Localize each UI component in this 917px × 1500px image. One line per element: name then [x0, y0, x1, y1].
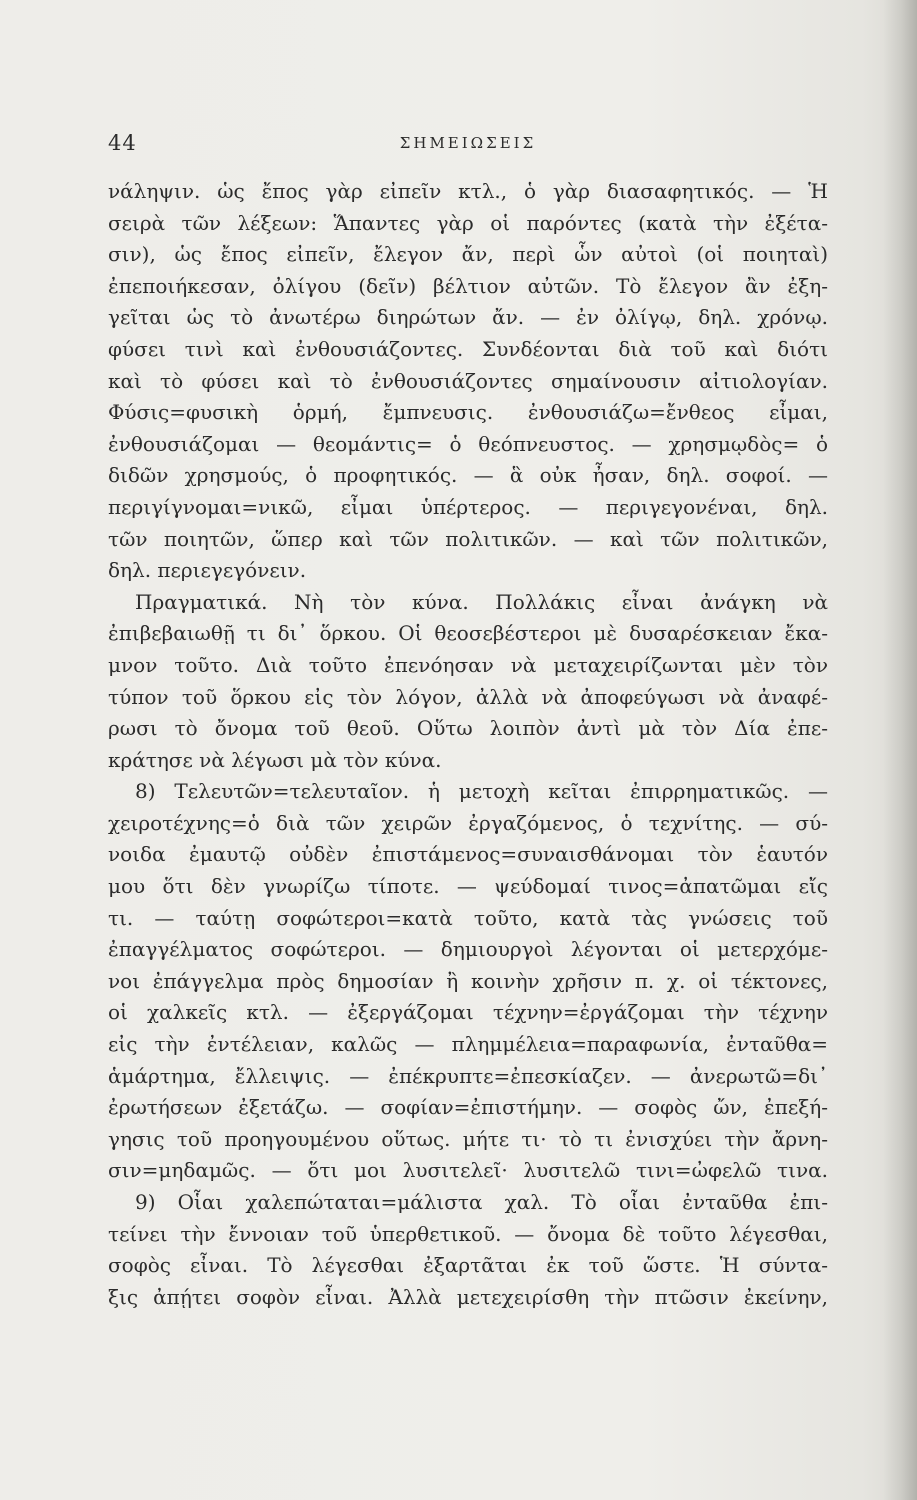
text-line: νοι ἐπάγγελμα πρὸς δημοσίαν ἢ κοινὴν χρῆσιν π. χ. οἱ τέκτονες, — [108, 968, 828, 993]
text-line: σοφὸς εἶναι. Τὸ λέγεσθαι ἐξαρτᾶται ἐκ τοῦ ὥστε. Ἡ σύντα- — [108, 1253, 828, 1278]
text-line: ἐπιβεβαιωθῇ τι δι᾽ ὅρκου. Οἱ θεοσεβέστεροι μὲ δυσαρέσκειαν ἔκα- — [108, 621, 828, 646]
text-line: καὶ τὸ φύσει καὶ τὸ ἐνθουσιάζοντες σημαίνουσιν αἰτιολογίαν. — [108, 368, 828, 393]
text-line: κράτησε νὰ λέγωσι μὰ τὸν κύνα. — [108, 747, 442, 772]
text-line: μνον τοῦτο. Διὰ τοῦτο ἐπενόησαν νὰ μεταχειρίζωνται μὲν τὸν — [108, 652, 828, 677]
text-line: ξις ἀπῄτει σοφὸν εἶναι. Ἀλλὰ μετεχειρίσθη τὴν πτῶσιν ἐκείνην, — [108, 1284, 828, 1309]
page-header — [108, 131, 828, 157]
page-edge-shadow — [883, 0, 917, 1500]
text-line: 9) Οἷαι χαλεπώταται=μάλιστα χαλ. Τὸ οἷαι ἐνταῦθα ἐπι- — [135, 1190, 828, 1214]
text-line: χειροτέχνης=ὁ διὰ τῶν χειρῶν ἐργαζόμενος, ὁ τεχνίτης. — σύ- — [108, 810, 828, 835]
text-line: ἐπεποιήκεσαν, ὀλίγου (δεῖν) βέλτιον αὐτῶν. Τὸ ἔλεγον ἂν ἐξη- — [108, 273, 828, 298]
body-text — [108, 176, 828, 1313]
text-line: νοιδα ἐμαυτῷ οὐδὲν ἐπιστάμενος=συναισθάνομαι τὸν ἑαυτόν — [108, 842, 828, 867]
text-line: ἐρωτήσεων ἐξετάζω. — σοφίαν=ἐπιστήμην. — σοφὸς ὤν, ἐπεξή- — [108, 1095, 828, 1120]
text-line: φύσει τινὶ καὶ ἐνθουσιάζοντες. Συνδέονται διὰ τοῦ καὶ διότι — [108, 336, 828, 361]
page-number: 44 — [108, 131, 137, 155]
text-line: εἰς τὴν ἐντέλειαν, καλῶς — πλημμέλεια=παραφωνία, ἐνταῦθα= — [108, 1032, 828, 1057]
running-head: ΣΗΜΕΙΩΣΕΙΣ — [399, 134, 537, 152]
text-line: ἁμάρτημα, ἔλλειψις. — ἐπέκρυπτε=ἐπεσκίαζεν. — ἀνερωτῶ=δι᾽ — [108, 1063, 828, 1088]
text-line: σιν=μηδαμῶς. — ὅτι μοι λυσιτελεῖ· λυσιτελῶ τινι=ὠφελῶ τινα. — [108, 1158, 828, 1183]
text-line: νάληψιν. ὡς ἔπος γὰρ εἰπεῖν κτλ., ὁ γὰρ διασαφητικός. — Ἡ — [108, 179, 828, 203]
text-line: 8) Τελευτῶν=τελευταῖον. ἡ μετοχὴ κεῖται ἐπιρρηματικῶς. — — [135, 779, 828, 804]
text-line: Φύσις=φυσικὴ ὁρμή, ἔμπνευσις. ἐνθουσιάζω=ἔνθεος εἶμαι, — [108, 400, 828, 425]
text-line: περιγίγνομαι=νικῶ, εἶμαι ὑπέρτερος. — περιγεγονέναι, δηλ. — [108, 494, 828, 519]
text-line: ρωσι τὸ ὄνομα τοῦ θεοῦ. Οὕτω λοιπὸν ἀντὶ μὰ τὸν Δία ἐπε- — [108, 716, 828, 741]
text-line: τύπον τοῦ ὅρκου εἰς τὸν λόγον, ἀλλὰ νὰ ἀποφεύγωσι νὰ ἀναφέ- — [108, 684, 828, 709]
text-line: τείνει τὴν ἔννοιαν τοῦ ὑπερθετικοῦ. — ὄνομα δὲ τοῦτο λέγεσθαι, — [108, 1221, 828, 1246]
text-line: οἱ χαλκεῖς κτλ. — ἐξεργάζομαι τέχνην=ἐργάζομαι τὴν τέχνην — [108, 1000, 828, 1025]
text-line: σιν), ὡς ἔπος εἰπεῖν, ἔλεγον ἄν, περὶ ὧν αὐτοὶ (οἱ ποιηταὶ) — [108, 242, 828, 267]
text-line: τι. — ταύτῃ σοφώτεροι=κατὰ τοῦτο, κατὰ τὰς γνώσεις τοῦ — [108, 905, 828, 930]
text-line: ἐπαγγέλματος σοφώτεροι. — δημιουργοὶ λέγονται οἱ μετερχόμε- — [108, 937, 828, 962]
text-line: μου ὅτι δὲν γνωρίζω τίποτε. — ψεύδομαί τινος=ἀπατῶμαι εἴς — [108, 874, 828, 899]
text-line: δηλ. περιεγεγόνειν. — [108, 558, 307, 583]
text-line: σειρὰ τῶν λέξεων: Ἅπαντες γὰρ οἱ παρόντες (κατὰ τὴν ἐξέτα- — [108, 210, 828, 235]
text-line: τῶν ποιητῶν, ὥπερ καὶ τῶν πολιτικῶν. — καὶ τῶν πολιτικῶν, — [108, 526, 828, 551]
text-line: γεῖται ὡς τὸ ἀνωτέρω διηρώτων ἄν. — ἐν ὀλίγῳ, δηλ. χρόνῳ. — [108, 305, 828, 330]
text-line: Πραγματικά. Νὴ τὸν κύνα. Πολλάκις εἶναι ἀνάγκη νὰ — [135, 589, 828, 614]
text-line: διδῶν χρησμούς, ὁ προφητικός. — ἃ οὐκ ἦσαν, δηλ. σοφοί. — — [108, 463, 828, 488]
text-line: ἐνθουσιάζομαι — θεομάντις= ὁ θεόπνευστος. — χρησμῳδὸς= ὁ — [108, 431, 828, 456]
text-line: γησις τοῦ προηγουμένου οὕτως. μήτε τι· τὸ τι ἐνισχύει τὴν ἄρνη- — [108, 1126, 828, 1151]
